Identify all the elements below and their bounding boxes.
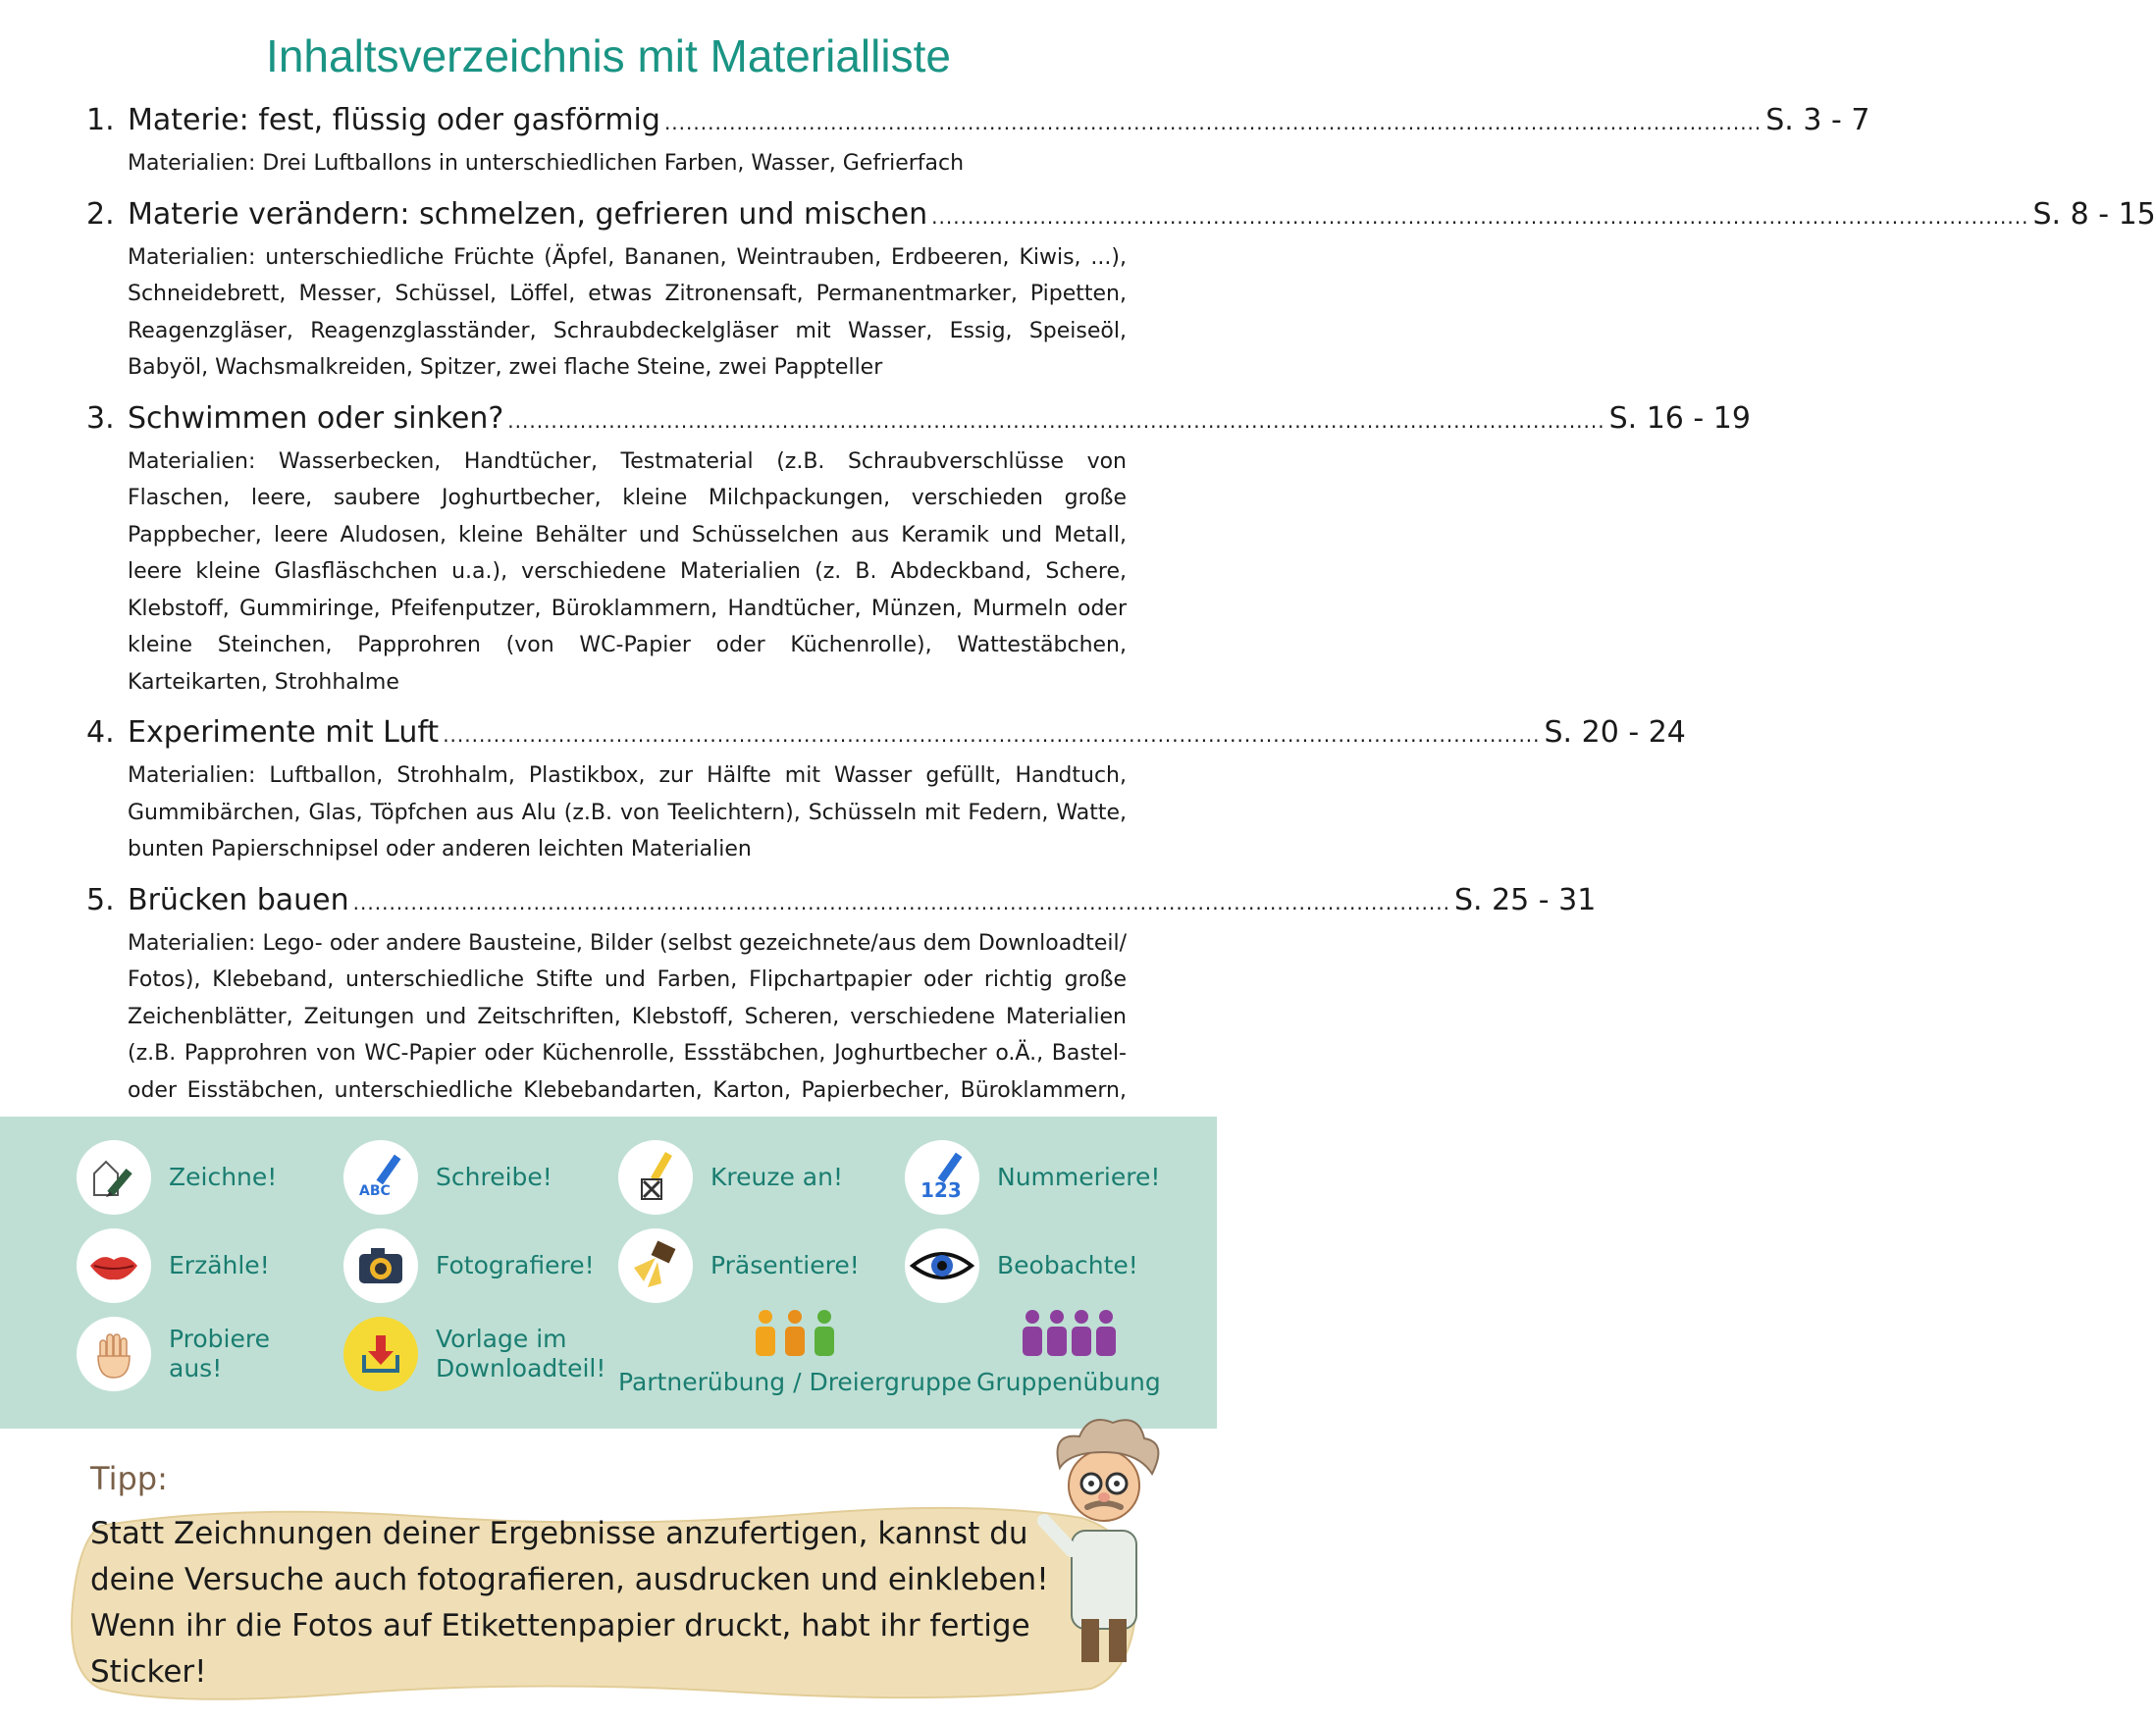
entry-materials: Materialien: Lego- oder andere Bausteine, Bilder (selbst gezeichnete/aus dem Downloadteil/ Fotos), Klebeband, unterschiedliche Stifte und Farben, Flipchartpapier oder richtig große Zeichenblätter, Zeitungen und Zeitschriften, Klebstoff, Scheren, verschiedene Materialien (z.B. Papprohren von WC-Papier oder Küchenrolle, Essstäbchen, Joghurtbecher o.Ä., Bastel- oder Eisstäbchen, unterschiedliche Klebebandarten, Karton, Papierbecher, Büroklammern,: [128, 930, 1127, 1103]
legend-item-try: [77, 1317, 277, 1391]
legend-label: Probiere aus!: [169, 1325, 270, 1382]
entry-title: Materie: fest, flüssig oder gasförmig: [128, 103, 660, 137]
entry-materials: Materialien: Wasserbecken, Handtücher, Testmaterial (z.B. Schraubverschlüsse von Flaschen, leere, saubere Joghurtbecher, kleine Milchpackungen, verschieden große Pappbecher, leere Aludosen, kleine Behälter und Schüsselchen aus Keramik und Metall, leere kleine Glasfläschchen u.a.), verschiedene Materialien (z. B. Abdeckband, Schere, Klebstoff, Gummiringe, Pfeifenputzer, Büroklammern, Handtücher, Münzen, Murmeln oder kleine Steinchen, Papprohren (von WC-Papier oder Küchenrolle), Wattestäbchen, Karteikarten, Strohhalme: [128, 448, 1127, 695]
entry-pages: S. 3 - 7: [1765, 103, 1870, 137]
dot-leader: ........................................................................................................................................................: [507, 408, 1605, 433]
legend-label: Zeichne!: [169, 1163, 278, 1191]
legend-label: Beobachte!: [997, 1251, 1138, 1279]
entry-title: Brücken bauen: [128, 882, 349, 917]
legend-label: Präsentiere!: [710, 1251, 860, 1279]
legend-label: Nummeriere!: [997, 1163, 1161, 1191]
dot-leader: ........................................................................................................................................................: [931, 204, 2029, 229]
tip-label: Tipp:: [90, 1460, 168, 1497]
legend-label: Partnerübung / Dreiergruppe: [618, 1368, 973, 1396]
entry-number: 2.: [86, 196, 115, 232]
entry-number: 4.: [86, 715, 115, 750]
entry-number: 1.: [86, 103, 115, 137]
hand-icon: [77, 1317, 151, 1391]
entry-pages: S. 25 - 31: [1453, 882, 1597, 917]
group-icon: [1020, 1309, 1118, 1362]
legend-label: Fotografiere!: [436, 1251, 595, 1279]
lips-icon: [77, 1228, 151, 1303]
legend-label: Vorlage im Downloadteil!: [436, 1325, 606, 1382]
page-title: Inhaltsverzeichnis mit Materialliste: [266, 30, 951, 81]
camera-icon: [343, 1228, 418, 1303]
entry-number: 3.: [86, 400, 115, 436]
legend-item-present: [618, 1228, 860, 1303]
toc-entry-2: [86, 192, 2156, 387]
legend-label: Erzähle!: [169, 1251, 270, 1279]
entry-pages: S. 8 - 15: [2032, 196, 2156, 232]
entry-title: Schwimmen oder sinken?: [128, 400, 504, 436]
dot-leader: ........................................................................................................................................................: [443, 723, 1541, 747]
legend-label: Gruppenübung: [976, 1368, 1161, 1396]
legend-item-write: [343, 1140, 552, 1215]
scientist-illustration: [1030, 1413, 1178, 1668]
legend-item-tell: [77, 1228, 270, 1303]
legend-item-photo: [343, 1228, 595, 1303]
svg-text:ABC: ABC: [359, 1183, 391, 1199]
entry-pages: S. 16 - 19: [1608, 400, 1751, 436]
dot-leader: ........................................................................................................................................................: [352, 890, 1450, 914]
cross-box-icon: [618, 1140, 693, 1215]
download-icon: [343, 1317, 418, 1391]
legend-item-cross: [618, 1140, 843, 1215]
spotlight-icon: [618, 1228, 693, 1303]
table-of-contents: [86, 98, 2156, 1156]
toc-entry-1: [86, 98, 1870, 183]
dot-leader: ........................................................................................................................................................: [663, 111, 1762, 134]
entry-pages: S. 20 - 24: [1544, 715, 1686, 750]
numbers-123-icon: [905, 1140, 979, 1215]
toc-entry-4: [86, 710, 1686, 868]
svg-text:123: 123: [920, 1178, 962, 1202]
toc-entry-3: [86, 396, 1751, 702]
entry-materials: Materialien: Drei Luftballons in unterschiedlichen Farben, Wasser, Gefrierfach: [128, 151, 965, 176]
toc-entry-5: [86, 878, 1597, 1146]
legend-item-observe: [905, 1228, 1138, 1303]
write-abc-icon: [343, 1140, 418, 1215]
entry-title: Materie verändern: schmelzen, gefrieren und mischen: [128, 196, 928, 232]
entry-number: 5.: [86, 882, 115, 917]
eye-icon: [905, 1228, 979, 1303]
legend-item-draw: [77, 1140, 277, 1215]
legend-label: Schreibe!: [436, 1163, 552, 1191]
icon-legend: [0, 1117, 1217, 1429]
legend-item-download: [343, 1317, 606, 1391]
legend-item-number: [905, 1140, 1160, 1215]
entry-title: Experimente mit Luft: [128, 715, 440, 750]
legend-item-group: [976, 1309, 1161, 1396]
partner-group-icon: [751, 1309, 839, 1362]
legend-label: Kreuze an!: [710, 1163, 843, 1191]
tip-text: Statt Zeichnungen deiner Ergebnisse anzufertigen, kannst du deine Versuche auch fotografieren, ausdrucken und einkleben! Wenn ihr die Fotos auf Etikettenpapier druckt, habt ihr fertige Sticker!: [90, 1516, 1049, 1690]
entry-materials: Materialien: unterschiedliche Früchte (Äpfel, Bananen, Weintrauben, Erdbeeren, Kiwis, ...), Schneidebrett, Messer, Schüssel, Löffel, etwas Zitronensaft, Permanentmarker, Pipetten, Reagenzgläser, Reagenzglasständer, Schraubdeckelgläser mit Wasser, Essig, Speiseöl, Babyöl, Wachsmalkreiden, Spitzer, zwei flache Steine, zwei Pappteller: [128, 244, 1127, 380]
entry-materials: Materialien: Luftballon, Strohhalm, Plastikbox, zur Hälfte mit Wasser gefüllt, Handtuch, Gummibärchen, Glas, Töpfchen aus Alu (z.B. von Teelichtern), Schüsseln mit Federn, Watte, bunten Papierschnipsel oder anderen leichten Materialien: [128, 763, 1127, 861]
draw-pencil-icon: [77, 1140, 151, 1215]
legend-item-partner: [618, 1309, 972, 1396]
